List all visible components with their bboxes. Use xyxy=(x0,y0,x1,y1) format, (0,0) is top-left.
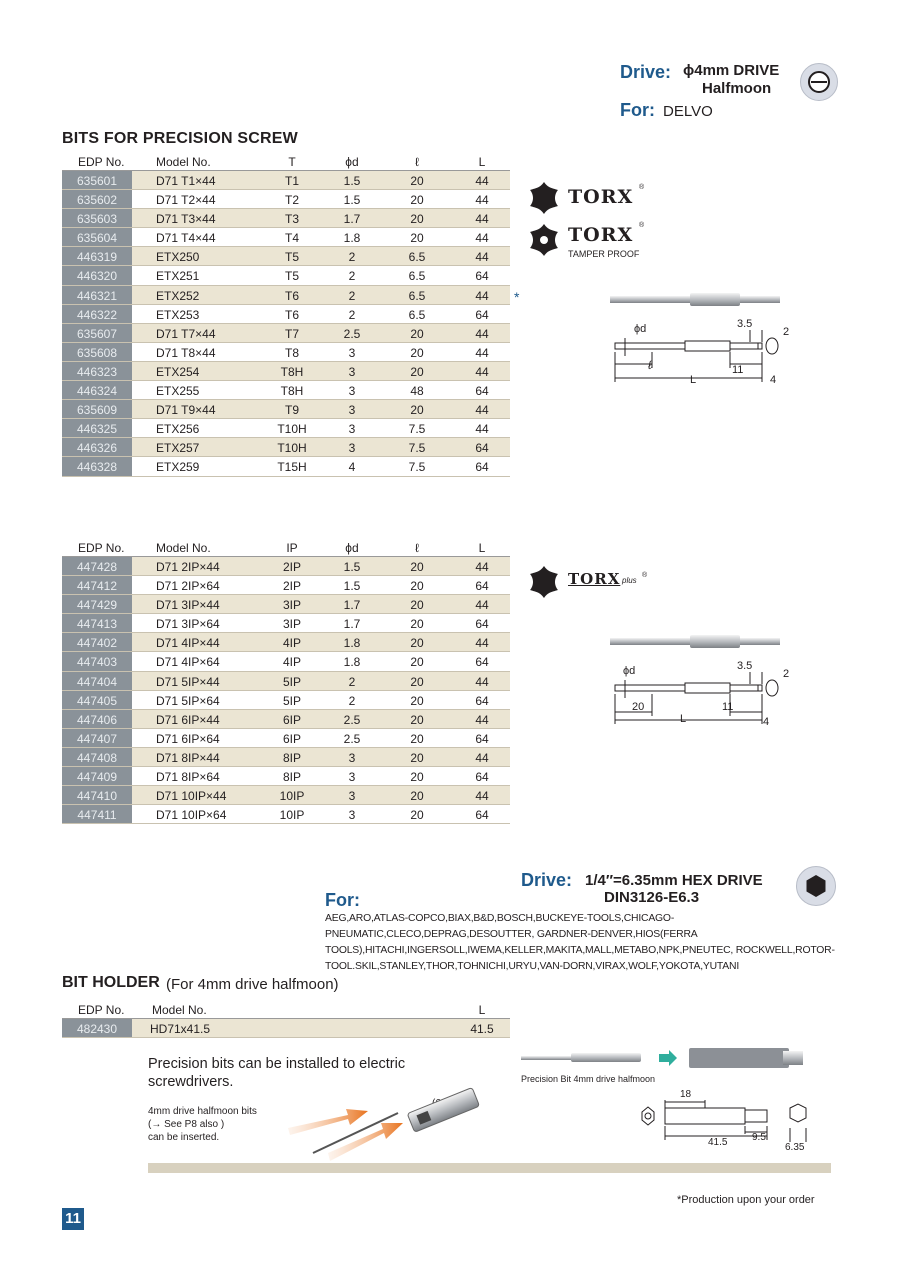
dim-41-5: 41.5 xyxy=(708,1137,728,1148)
model-cell: ETX251 xyxy=(156,269,200,284)
promo-title: Precision bits can be installed to electric screwdrivers. xyxy=(148,1056,406,1090)
tip-length-cell: 20 xyxy=(410,560,424,574)
header-t: T xyxy=(288,155,296,169)
edp-cell: 446323 xyxy=(62,362,132,380)
tip-length-cell: 6.5 xyxy=(408,250,426,265)
model-cell: D71 T8×44 xyxy=(156,345,216,360)
header2-edp: EDP No. xyxy=(78,541,125,555)
size-cell: 2IP xyxy=(282,579,301,594)
tip-length-cell: 20 xyxy=(410,770,424,785)
diameter-cell: 3 xyxy=(348,770,356,785)
torx-logo xyxy=(526,178,656,218)
size-cell: T8 xyxy=(284,345,299,360)
table-row xyxy=(62,805,510,824)
tip-length-cell: 20 xyxy=(410,636,424,651)
diameter-cell: 1.5 xyxy=(343,193,361,208)
edp-cell: 446320 xyxy=(62,266,132,284)
drive2-value-1: 1/4″=6.35mm HEX DRIVE xyxy=(585,872,763,889)
diameter-cell: 1.7 xyxy=(343,598,361,613)
precision-bits-table xyxy=(62,153,510,477)
length-cell: 64 xyxy=(475,579,489,594)
table-row xyxy=(62,400,510,419)
tip-length-cell: 20 xyxy=(410,403,424,418)
length-cell: 64 xyxy=(475,655,489,670)
header-L: L xyxy=(478,155,486,169)
promo-note-3: can be inserted. xyxy=(148,1132,220,1143)
length-cell: 44 xyxy=(475,326,489,341)
size-cell: T2 xyxy=(284,193,299,208)
length-cell: 44 xyxy=(475,422,489,437)
length-cell: 64 xyxy=(475,808,489,823)
promo-band xyxy=(148,1163,831,1173)
torx-plus-bits-table xyxy=(62,539,510,824)
tip-length-cell: 20 xyxy=(410,579,424,594)
model-cell: HD71x41.5 xyxy=(150,1022,211,1036)
model-cell: D71 2IP×44 xyxy=(156,560,220,574)
header2-model: Model No. xyxy=(156,541,211,555)
size-cell: 4IP xyxy=(282,655,301,670)
edp-cell: 447405 xyxy=(62,691,132,709)
size-cell: T5 xyxy=(284,250,299,265)
dim-d-2: ϕd xyxy=(623,665,636,677)
length-cell: 44 xyxy=(475,712,489,727)
diameter-cell: 2 xyxy=(348,250,356,265)
model-cell: D71 4IP×64 xyxy=(156,655,220,670)
length-cell: 64 xyxy=(475,441,489,456)
promo-note-1: 4mm drive halfmoon bits xyxy=(148,1106,257,1117)
size-cell: T8H xyxy=(280,384,304,399)
tip-length-cell: 20 xyxy=(410,212,424,227)
compatible-brands: AEG,ARO,ATLAS-COPCO,BIAX,B&D,BOSCH,BUCKEYE-TOOLS,CHICAGO-PNEUMATIC,CLECO,DEPRAG,DESOUTTER, GARDNER-DENVER,HIOS(FERRA TOOLS),HITACHI,INGERSOLL,IWEMA,KELLER,MAKITA,MALL,METABO,NPK,PNEUTEC, ROCKWELL,ROTOR-TOOL.SKIL,STANLEY,THOR,TOHNICHI,URYU,VAN-DORN,VIRAX,WOLF,YOKOTA,YUTANI xyxy=(325,913,835,972)
header-l: ℓ xyxy=(415,155,419,169)
table-row xyxy=(62,457,510,476)
size-cell: T15H xyxy=(277,460,307,475)
torx-word: TORX xyxy=(568,186,634,208)
size-cell: 8IP xyxy=(282,770,301,785)
dim-9-5: 9.5 xyxy=(752,1132,766,1143)
diameter-cell: 2 xyxy=(348,693,356,708)
edp-cell: 635609 xyxy=(62,400,132,418)
section-title-precision: BITS FOR PRECISION SCREW xyxy=(62,130,298,147)
table-row xyxy=(62,633,510,652)
tip-length-cell: 20 xyxy=(410,174,424,188)
header-model: Model No. xyxy=(156,155,211,169)
dim-35-2: 3.5 xyxy=(737,660,753,672)
tip-length-cell: 48 xyxy=(410,384,424,399)
dim-6-35: 6.35 xyxy=(785,1142,805,1153)
length-cell: 44 xyxy=(475,250,489,265)
edp-cell: 447412 xyxy=(62,576,132,594)
edp-cell: 447408 xyxy=(62,748,132,766)
model-cell: D71 T2×44 xyxy=(156,193,216,208)
length-cell: 44 xyxy=(475,403,489,418)
drive2-label: Drive: xyxy=(521,870,573,890)
dim-L-2: L xyxy=(680,713,687,725)
table-row xyxy=(62,247,510,266)
model-cell: ETX255 xyxy=(156,384,200,399)
diameter-cell: 1.5 xyxy=(343,579,361,594)
tip-length-cell: 20 xyxy=(410,750,424,765)
model-cell: D71 5IP×44 xyxy=(156,674,220,689)
diameter-cell: 1.8 xyxy=(343,231,361,246)
tip-length-cell: 20 xyxy=(410,731,424,746)
model-cell: ETX257 xyxy=(156,441,200,456)
size-cell: T8H xyxy=(280,364,304,379)
edp-cell: 447407 xyxy=(62,729,132,747)
model-cell: ETX250 xyxy=(156,250,200,265)
tip-length-cell: 20 xyxy=(410,617,424,632)
table-row xyxy=(62,362,510,381)
holder-header-edp: EDP No. xyxy=(78,1003,125,1017)
model-cell: D71 2IP×64 xyxy=(156,579,220,594)
diameter-cell: 3 xyxy=(348,789,356,804)
edp-cell: 446322 xyxy=(62,305,132,323)
length-cell: 44 xyxy=(475,636,489,651)
dim-20-2: 20 xyxy=(632,701,645,713)
for-label: For: xyxy=(620,100,655,120)
tip-length-cell: 20 xyxy=(410,693,424,708)
holder-header-model: Model No. xyxy=(152,1003,207,1017)
tip-length-cell: 6.5 xyxy=(408,307,426,322)
model-cell: D71 10IP×44 xyxy=(156,789,227,804)
edp-cell: 447429 xyxy=(62,595,132,613)
header2-d: ϕd xyxy=(345,541,359,555)
model-cell: D71 T1×44 xyxy=(156,174,216,188)
hex-drive-icon xyxy=(796,866,836,906)
edp-cell: 447406 xyxy=(62,710,132,728)
bit-diagram-2 xyxy=(600,632,800,732)
diameter-cell: 4 xyxy=(348,460,356,475)
diameter-cell: 2 xyxy=(348,269,356,284)
diameter-cell: 3 xyxy=(348,750,356,765)
diameter-cell: 3 xyxy=(348,384,356,399)
dim-11-1: 11 xyxy=(732,364,744,376)
holder-illustration xyxy=(288,1073,488,1163)
diameter-cell: 2.5 xyxy=(343,731,361,746)
model-cell: D71 4IP×44 xyxy=(156,636,220,651)
diameter-cell: 2 xyxy=(348,674,356,689)
tip-length-cell: 20 xyxy=(410,231,424,246)
diameter-cell: 3 xyxy=(348,808,356,823)
bit-holder-subtitle: (For 4mm drive halfmoon) xyxy=(166,976,339,993)
reg-mark-3: ® xyxy=(642,572,648,579)
dim-2-2: 2 xyxy=(783,668,790,680)
dim-35-1: 3.5 xyxy=(737,318,753,330)
bit-holder-title: BIT HOLDER xyxy=(62,974,160,991)
edp-cell: 447428 xyxy=(62,557,132,575)
tip-length-cell: 20 xyxy=(410,789,424,804)
table-row xyxy=(62,171,510,190)
size-cell: 5IP xyxy=(282,674,301,689)
diameter-cell: 2 xyxy=(348,288,356,303)
dim-18: 18 xyxy=(680,1089,692,1100)
holder-header-L: L xyxy=(478,1003,486,1017)
diameter-cell: 3 xyxy=(348,364,356,379)
model-cell: D71 5IP×64 xyxy=(156,693,220,708)
length-cell: 44 xyxy=(475,212,489,227)
size-cell: 4IP xyxy=(282,636,301,651)
for-value: DELVO xyxy=(663,103,713,120)
table-row xyxy=(62,324,510,343)
edp-cell: 447411 xyxy=(62,805,132,823)
table-row xyxy=(62,557,510,576)
tip-length-cell: 20 xyxy=(410,326,424,341)
tip-length-cell: 20 xyxy=(410,712,424,727)
dim-d-1: ϕd xyxy=(634,323,647,335)
order-star-mark: * xyxy=(514,289,520,305)
length-cell: 44 xyxy=(475,231,489,246)
size-cell: 8IP xyxy=(282,750,301,765)
table-row xyxy=(62,691,510,710)
table-row xyxy=(62,748,510,767)
table-row xyxy=(62,438,510,457)
size-cell: 3IP xyxy=(282,598,301,613)
table-row xyxy=(62,209,510,228)
size-cell: T7 xyxy=(284,326,299,341)
edp-cell: 482430 xyxy=(62,1019,132,1037)
drive-value-1: ϕ4mm DRIVE xyxy=(683,62,780,79)
table-row xyxy=(62,729,510,748)
table-row xyxy=(62,652,510,671)
drive-value-2: Halfmoon xyxy=(702,80,772,97)
dim-4-2: 4 xyxy=(763,716,770,728)
table-row xyxy=(62,672,510,691)
length-cell: 44 xyxy=(475,364,489,379)
length-cell: 64 xyxy=(475,307,489,322)
size-cell: T4 xyxy=(284,231,299,246)
torx-plus-suffix: plus xyxy=(622,576,637,585)
tip-length-cell: 20 xyxy=(410,808,424,823)
diameter-cell: 1.8 xyxy=(343,636,361,651)
length-cell: 64 xyxy=(475,269,489,284)
length-cell: 64 xyxy=(475,770,489,785)
holder-product-photo xyxy=(521,1045,811,1075)
size-cell: 6IP xyxy=(282,731,301,746)
header2-L: L xyxy=(478,541,486,555)
table-row xyxy=(62,614,510,633)
tamper-proof-label: TAMPER PROOF xyxy=(568,249,640,259)
model-cell: D71 8IP×64 xyxy=(156,770,220,785)
header-d: ϕd xyxy=(345,155,359,169)
torx-plus-word: TORX xyxy=(568,570,621,588)
tip-length-cell: 20 xyxy=(410,193,424,208)
model-cell: D71 6IP×44 xyxy=(156,712,220,727)
precision-bit-caption: Precision Bit 4mm drive halfmoon xyxy=(521,1074,656,1084)
tip-length-cell: 20 xyxy=(410,598,424,613)
table-row xyxy=(62,266,510,285)
model-cell: D71 T9×44 xyxy=(156,403,216,418)
edp-cell: 635608 xyxy=(62,343,132,361)
diameter-cell: 1.7 xyxy=(343,617,361,632)
size-cell: 5IP xyxy=(282,693,301,708)
diameter-cell: 1.8 xyxy=(343,655,361,670)
tip-length-cell: 20 xyxy=(410,345,424,360)
diameter-cell: 3 xyxy=(348,441,356,456)
table-row xyxy=(62,286,510,305)
diameter-cell: 1.7 xyxy=(343,212,361,227)
table-row xyxy=(62,343,510,362)
table-row xyxy=(62,1019,510,1038)
torx-plus-logo xyxy=(526,564,656,604)
size-cell: 10IP xyxy=(279,808,305,823)
tip-length-cell: 20 xyxy=(410,655,424,670)
halfmoon-drive-icon xyxy=(800,63,838,101)
diameter-cell: 3 xyxy=(348,345,356,360)
diameter-cell: 2.5 xyxy=(343,712,361,727)
model-cell: D71 T3×44 xyxy=(156,212,216,227)
table-row xyxy=(62,190,510,209)
model-cell: D71 8IP×44 xyxy=(156,750,220,765)
length-cell: 44 xyxy=(475,598,489,613)
torx-tamper-word: TORX xyxy=(568,224,634,246)
diameter-cell: 2 xyxy=(348,307,356,322)
model-cell: D71 3IP×44 xyxy=(156,598,220,613)
length-cell: 44 xyxy=(475,345,489,360)
model-cell: D71 10IP×64 xyxy=(156,808,227,823)
length-cell: 44 xyxy=(475,789,489,804)
tip-length-cell: 7.5 xyxy=(408,422,426,437)
diameter-cell: 3 xyxy=(348,403,356,418)
dim-L-1: L xyxy=(690,374,697,386)
dim-11-2: 11 xyxy=(722,701,734,713)
promo-note-2: (→ See P8 also ) xyxy=(148,1119,225,1130)
table-row xyxy=(62,786,510,805)
tip-length-cell: 7.5 xyxy=(408,460,426,475)
table-row xyxy=(62,710,510,729)
size-cell: 10IP xyxy=(279,789,305,804)
bit-holder-table xyxy=(62,1001,510,1038)
promo-note xyxy=(148,1105,298,1144)
torx-tamper-logo xyxy=(526,220,666,262)
edp-cell: 447409 xyxy=(62,767,132,785)
edp-cell: 446321 xyxy=(62,286,132,304)
size-cell: T3 xyxy=(284,212,299,227)
length-cell: 44 xyxy=(475,560,489,574)
length-cell: 64 xyxy=(475,384,489,399)
table-row xyxy=(62,419,510,438)
diameter-cell: 1.5 xyxy=(343,174,361,188)
model-cell: ETX259 xyxy=(156,460,200,475)
model-cell: D71 T4×44 xyxy=(156,231,216,246)
header-edp: EDP No. xyxy=(78,155,125,169)
dim-l-1: ℓ xyxy=(648,358,652,372)
length-cell: 64 xyxy=(475,731,489,746)
torx-tamper-star-icon xyxy=(526,222,562,258)
table-row xyxy=(62,381,510,400)
edp-cell: 446328 xyxy=(62,457,132,475)
size-cell: 6IP xyxy=(282,712,301,727)
edp-cell: 447404 xyxy=(62,672,132,690)
model-cell: ETX256 xyxy=(156,422,200,437)
drive2-value-2: DIN3126-E6.3 xyxy=(604,889,700,906)
edp-cell: 635601 xyxy=(62,171,132,189)
size-cell: 3IP xyxy=(282,617,301,632)
edp-cell: 635603 xyxy=(62,209,132,227)
size-cell: 2IP xyxy=(282,560,301,574)
for-label-2: For: xyxy=(325,890,360,910)
length-cell: 44 xyxy=(475,288,489,303)
reg-mark-2: ® xyxy=(639,222,645,229)
header2-l: ℓ xyxy=(415,541,419,555)
size-cell: T1 xyxy=(284,174,299,188)
diameter-cell: 2.5 xyxy=(343,326,361,341)
diameter-cell: 3 xyxy=(348,422,356,437)
table-row xyxy=(62,595,510,614)
drive-label: Drive: xyxy=(620,62,672,82)
table-header-2 xyxy=(62,539,510,557)
hex-drive-header xyxy=(521,870,821,910)
edp-cell: 447410 xyxy=(62,786,132,804)
size-cell: T9 xyxy=(284,403,299,418)
edp-cell: 446319 xyxy=(62,247,132,265)
edp-cell: 447403 xyxy=(62,652,132,670)
reg-mark: ® xyxy=(639,184,645,191)
tip-length-cell: 6.5 xyxy=(408,269,426,284)
page-number: 11 xyxy=(62,1208,84,1230)
edp-cell: 446325 xyxy=(62,419,132,437)
header2-ip: IP xyxy=(286,541,298,555)
length-cell: 64 xyxy=(475,460,489,475)
model-cell: ETX252 xyxy=(156,288,200,303)
edp-cell: 635607 xyxy=(62,324,132,342)
torx-star-icon xyxy=(526,180,562,216)
model-cell: ETX254 xyxy=(156,364,200,379)
length-cell: 64 xyxy=(475,617,489,632)
size-cell: T10H xyxy=(277,422,307,437)
size-cell: T6 xyxy=(284,288,299,303)
length-cell: 44 xyxy=(475,674,489,689)
holder-table-header xyxy=(62,1001,510,1019)
size-cell: T10H xyxy=(277,441,307,456)
model-cell: ETX253 xyxy=(156,307,200,322)
model-cell: D71 3IP×64 xyxy=(156,617,220,632)
table-row xyxy=(62,576,510,595)
size-cell: T5 xyxy=(284,269,299,284)
edp-cell: 446326 xyxy=(62,438,132,456)
production-footnote: *Production upon your order xyxy=(677,1194,815,1206)
edp-cell: 447413 xyxy=(62,614,132,632)
edp-cell: 635602 xyxy=(62,190,132,208)
edp-cell: 446324 xyxy=(62,381,132,399)
length-cell: 44 xyxy=(475,174,489,188)
tip-length-cell: 20 xyxy=(410,364,424,379)
table-row xyxy=(62,767,510,786)
dim-4-1: 4 xyxy=(770,374,777,386)
length-cell: 41.5 xyxy=(470,1022,494,1036)
length-cell: 44 xyxy=(475,193,489,208)
table-header xyxy=(62,153,510,171)
table-row xyxy=(62,228,510,247)
model-cell: D71 6IP×64 xyxy=(156,731,220,746)
length-cell: 44 xyxy=(475,750,489,765)
table-row xyxy=(62,305,510,324)
tip-length-cell: 6.5 xyxy=(408,288,426,303)
size-cell: T6 xyxy=(284,307,299,322)
torx-plus-star-icon xyxy=(526,564,562,600)
dim-2-1: 2 xyxy=(783,326,790,338)
edp-cell: 635604 xyxy=(62,228,132,246)
tip-length-cell: 20 xyxy=(410,674,424,689)
tip-length-cell: 7.5 xyxy=(408,441,426,456)
edp-cell: 447402 xyxy=(62,633,132,651)
diameter-cell: 1.5 xyxy=(343,560,361,574)
model-cell: D71 T7×44 xyxy=(156,326,216,341)
length-cell: 64 xyxy=(475,693,489,708)
